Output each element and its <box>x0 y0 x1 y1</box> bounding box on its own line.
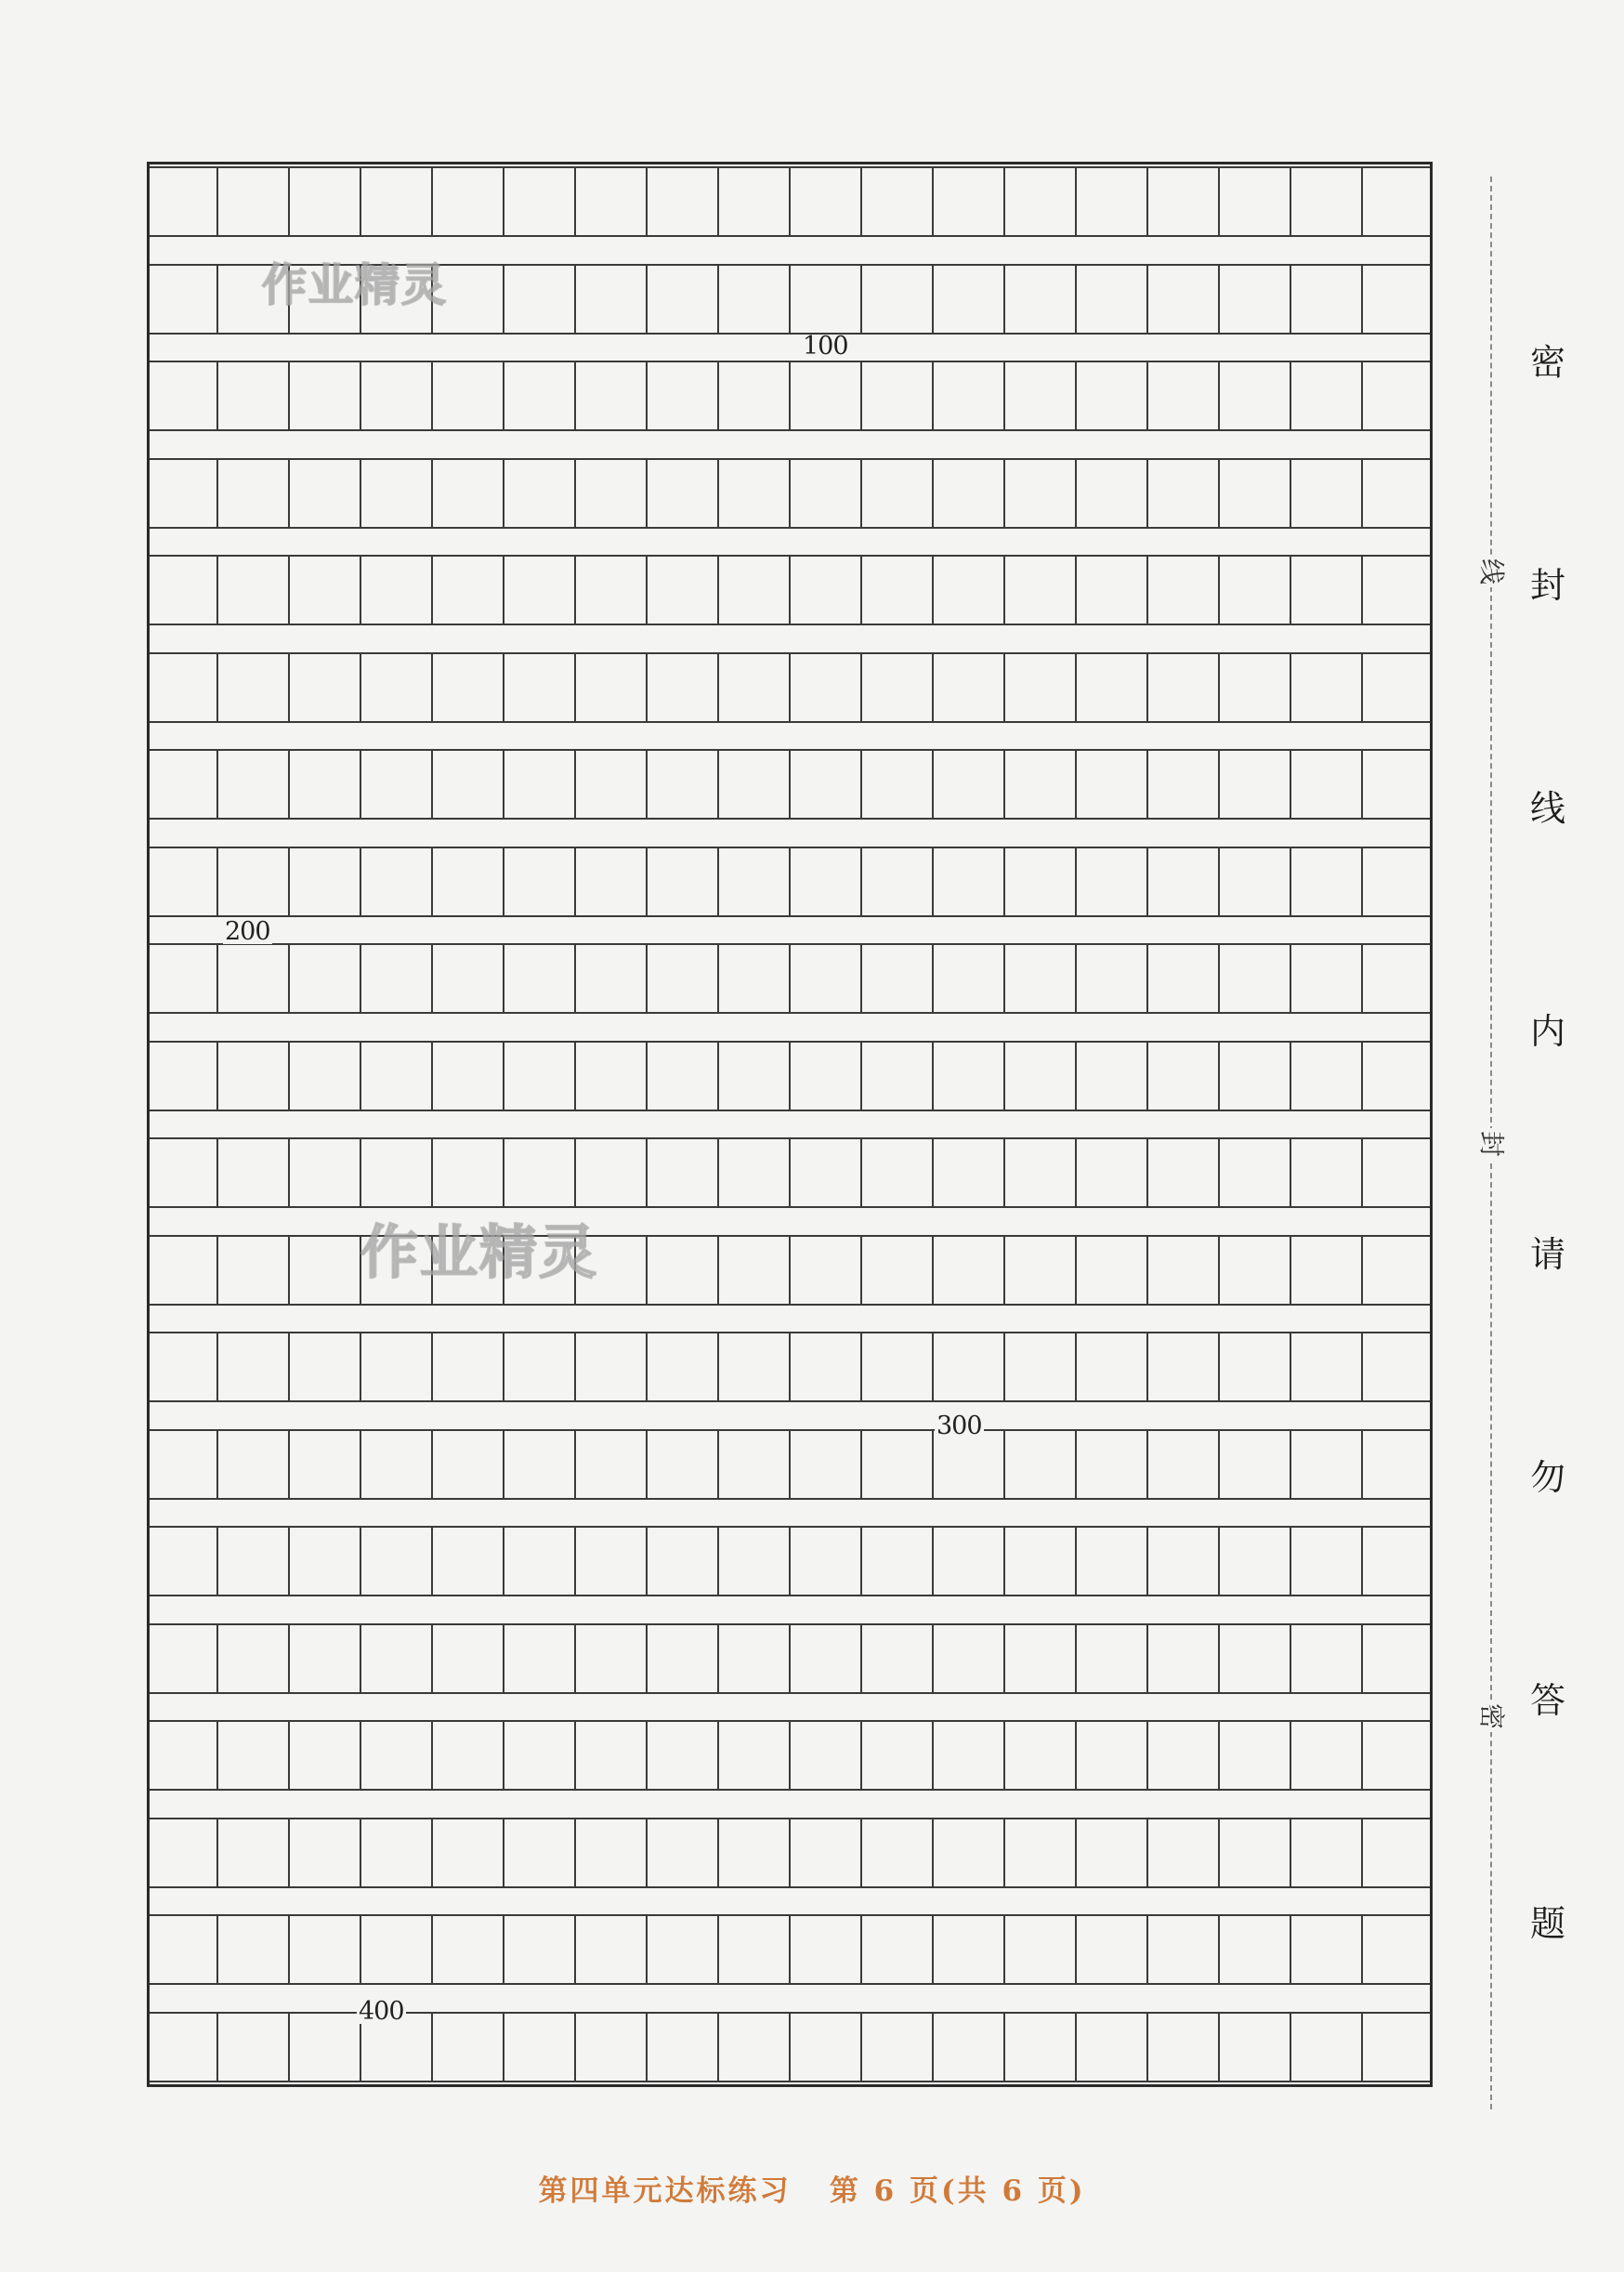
notice-char: 题 <box>1529 1903 1565 1944</box>
notice-char: 请 <box>1529 1234 1565 1275</box>
page-footer <box>0 2167 1624 2209</box>
seal-line-notice <box>1520 335 1576 2119</box>
notice-char: 答 <box>1529 1680 1565 1721</box>
notice-char: 线 <box>1529 788 1565 829</box>
watermark-top: 作业精灵 <box>262 259 449 311</box>
footer-unit-title: 第四单元达标练习 <box>538 2174 792 2208</box>
word-count-mark-200: 200 <box>225 917 270 946</box>
seal-mark-xian: 线 <box>1475 556 1507 587</box>
notice-char: 密 <box>1529 342 1565 383</box>
notice-char: 封 <box>1529 565 1565 606</box>
watermark-middle: 作业精灵 <box>360 1218 599 1286</box>
word-count-mark-400: 400 <box>359 1997 404 2026</box>
notice-char: 勿 <box>1529 1457 1565 1498</box>
word-count-mark-100: 100 <box>803 332 848 361</box>
footer-page-info: 第 6 页(共 6 页) <box>829 2174 1086 2208</box>
seal-mark-feng: 封 <box>1475 1128 1507 1160</box>
word-count-mark-300: 300 <box>936 1412 982 1440</box>
seal-mark-mi: 密 <box>1475 1701 1507 1732</box>
grid-frame <box>147 162 1433 2087</box>
notice-char: 内 <box>1529 1011 1565 1052</box>
